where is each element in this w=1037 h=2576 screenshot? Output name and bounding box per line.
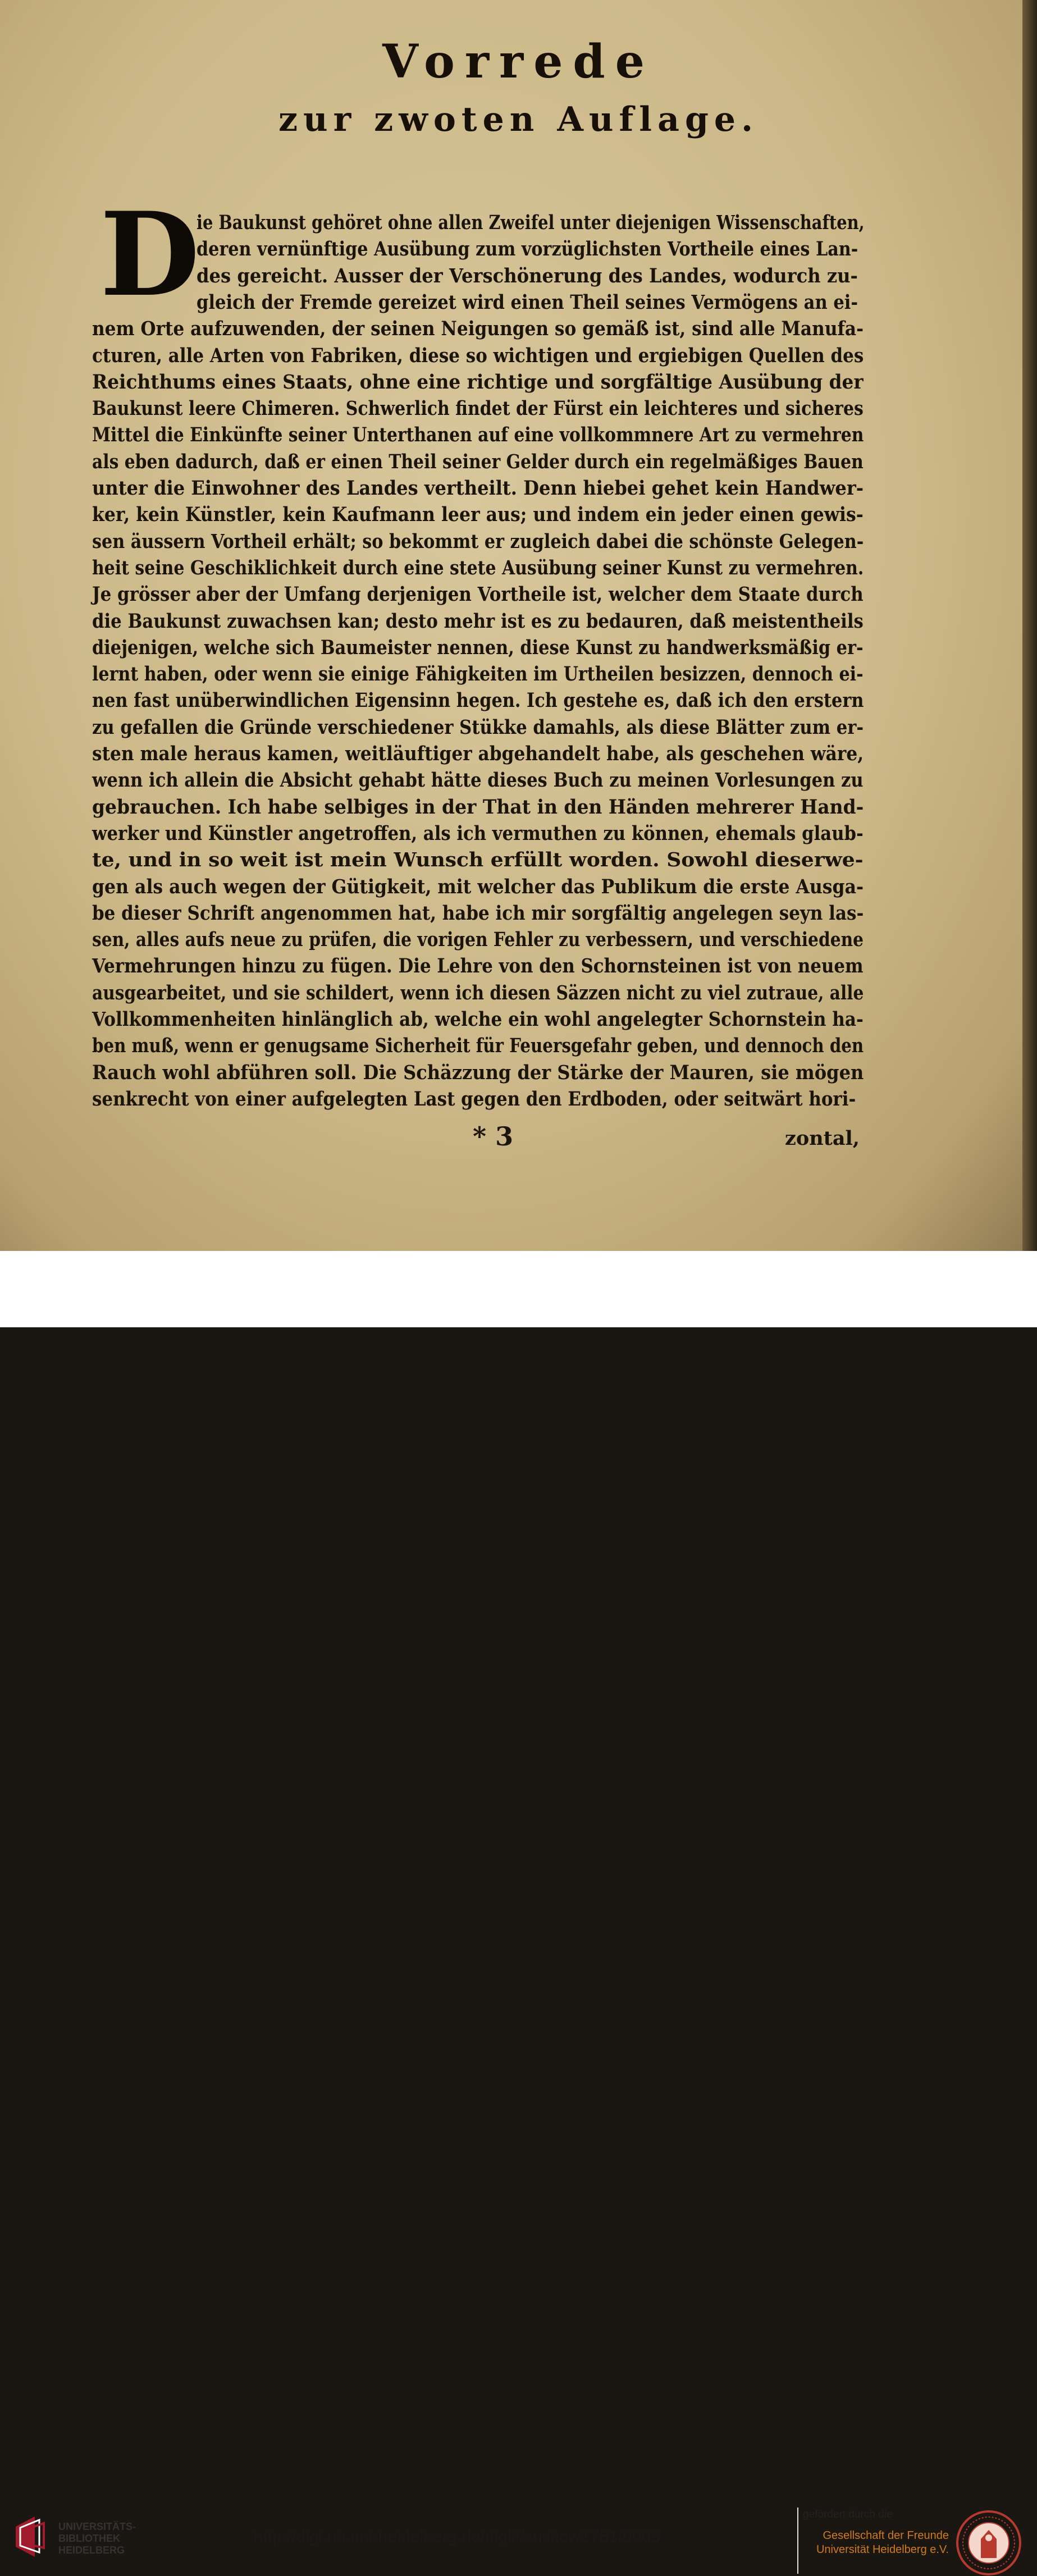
text-line: ausgearbeitet, und sie schildert, wenn ich diesen Säzzen nicht zu viel zutraue, alle — [92, 981, 864, 1004]
text-line: deren vernünftige Ausübung zum vorzüglichsten Vortheile eines Lan- — [197, 237, 858, 261]
text-line: ie Baukunst gehöret ohne allen Zweifel unter diejenigen Wissenschaften, — [197, 211, 865, 234]
text-line: zu gefallen die Gründe verschiedener Stükke damahls, als diese Blätter zum er- — [92, 715, 864, 739]
drop-cap: D — [100, 188, 200, 322]
text-line: gebrauchen. Ich habe selbiges in der That in den Händen mehrerer Hand- — [92, 795, 864, 819]
page-title: Vorrede — [382, 35, 655, 89]
text-line: senkrecht von einer aufgelegten Last gegen den Erdboden, oder seitwärt hori- — [92, 1087, 856, 1111]
text-line: wenn ich allein die Absicht gehabt hätte dieses Buch zu meinen Vorlesungen zu — [92, 769, 864, 792]
text-line: lernt haben, oder wenn sie einige Fähigkeiten im Urtheilen besizzen, dennoch ei- — [92, 663, 864, 686]
catchword: zontal, — [785, 1127, 860, 1150]
text-line: die Baukunst zuwachsen kan; desto mehr ist es zu bedauren, daß meistentheils — [92, 609, 864, 633]
text-line: Vermehrungen hinzu zu fügen. Die Lehre von den Schornsteinen ist von neuem — [92, 954, 864, 978]
library-name: UNIVERSITÄTS- BIBLIOTHEK HEIDELBERG — [58, 2521, 136, 2556]
text-line: Je grösser aber der Umfang derjenigen Vortheile ist, welcher dem Staate durch — [92, 583, 864, 606]
page-edge-shadow — [1022, 0, 1037, 1251]
signature-mark: * 3 — [473, 1121, 514, 1152]
society-name: Gesellschaft der Freunde Universität Heidelberg e.V. — [816, 2529, 949, 2556]
footer-divider — [797, 2508, 798, 2574]
text-line: des gereicht. Ausser der Verschönerung des Landes, wodurch zu- — [197, 264, 858, 287]
text-line: heit seine Geschiklichkeit durch eine stete Ausübung seiner Kunst zu vermehren. — [92, 556, 864, 579]
text-line: unter die Einwohner des Landes vertheilt. Denn hiebei gehet kein Handwer- — [92, 477, 864, 500]
text-line: ker, kein Künstler, kein Kaufmann leer aus; und indem ein jeder einen gewis- — [92, 503, 864, 527]
text-line: cturen, alle Arten von Fabriken, diese so wichtigen und ergiebigen Quellen des — [92, 344, 864, 367]
text-line: sen, alles aufs neue zu prüfen, die vorigen Fehler zu verbessern, und verschiedene — [92, 928, 864, 952]
funded-by-label: gefördert durch die — [803, 2509, 893, 2520]
text-line: Rauch wohl abführen soll. Die Schäzzung der Stärke der Mauren, sie mögen — [92, 1061, 864, 1084]
text-line: werker und Künstler angetroffen, als ich vermuthen zu können, ehemals glaub- — [92, 821, 864, 845]
text-line: gleich der Fremde gereizet wird einen Theil seines Vermögens an ei- — [197, 290, 858, 314]
footer-bar — [0, 1251, 1037, 2556]
text-line: Baukunst leere Chimeren. Schwerlich findet der Fürst ein leichteres und sicheres — [92, 397, 864, 421]
text-line: sten male heraus kamen, weitläuftiger abgehandelt habe, als geschehen wäre, — [92, 742, 864, 765]
text-line: nen fast unüberwindlichen Eigensinn hegen. Ich gestehe es, daß ich den erstern — [92, 689, 864, 712]
text-line: ben muß, wenn er genugsame Sicherheit für Feuersgefahr geben, und dennoch den — [92, 1034, 864, 1058]
text-line: Vollkommenheiten hinlänglich ab, welche ein wohl angelegter Schornstein ha- — [92, 1008, 864, 1031]
ub-heidelberg-logo-icon — [12, 2514, 47, 2559]
text-line: Mittel die Einkünfte seiner Unterthanen auf eine vollkommnere Art zu vermehren — [92, 423, 864, 447]
text-line: te, und in so weit ist mein Wunsch erfüllt worden. Sowohl dieserwe- — [92, 848, 864, 872]
text-line: diejenigen, welche sich Baumeister nennen, diese Kunst zu handwerksmäßig er- — [92, 636, 864, 659]
text-line: als eben dadurch, daß er einen Theil seiner Gelder durch ein regelmäßiges Bauen — [92, 450, 864, 473]
text-line: be dieser Schrift angenommen hat, habe ich mir sorgfältig angelegen seyn las- — [92, 901, 864, 925]
text-line: nem Orte aufzuwenden, der seinen Neigungen so gemäß ist, sind alle Manufa- — [92, 317, 864, 341]
text-line: sen äussern Vortheil erhält; so bekommt er zugleich dabei die schönste Gelegen- — [92, 529, 864, 553]
permalink-url[interactable]: http://digi.ub.uni-heidelberg.de/diglit/suckow1781/0005 — [254, 2528, 660, 2546]
text-line: gen als auch wegen der Gütigkeit, mit welcher das Publikum die erste Ausga- — [92, 875, 864, 898]
text-line: Reichthums eines Staats, ohne eine richtige und sorgfältige Ausübung der — [92, 370, 864, 394]
page-subtitle: zur zwoten Auflage. — [278, 100, 759, 139]
scanned-page — [0, 0, 1037, 1251]
university-seal-icon — [956, 2510, 1022, 2576]
